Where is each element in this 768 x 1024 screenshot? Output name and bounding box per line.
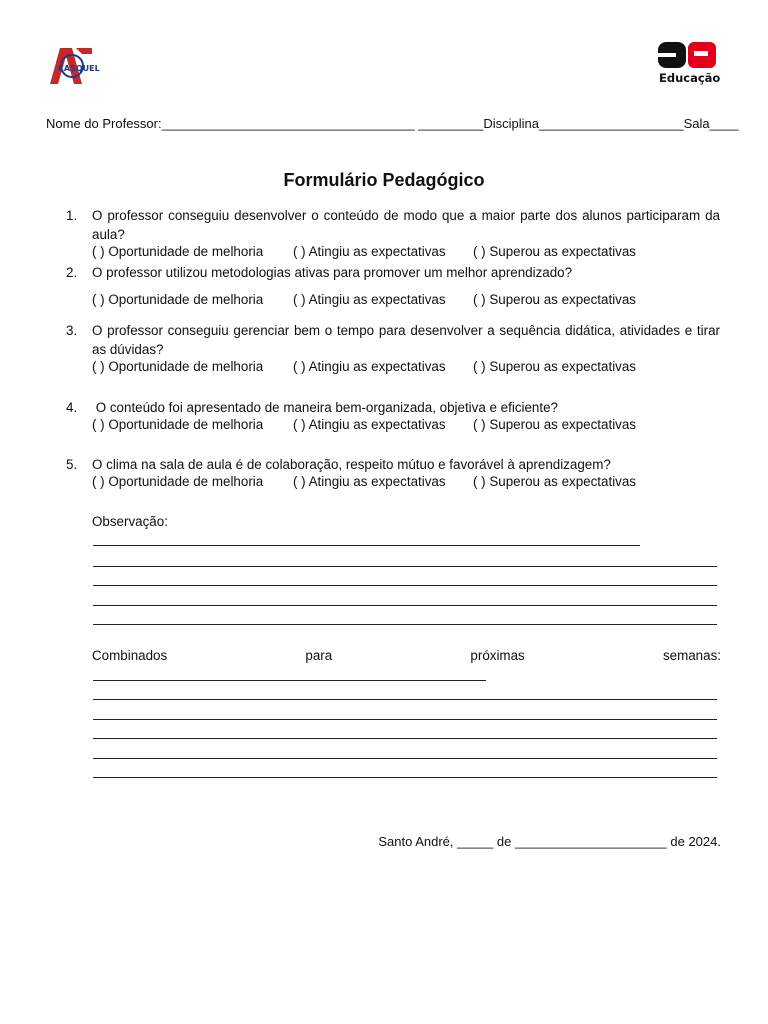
option-superou[interactable]: ( ) Superou as expectativas xyxy=(473,292,637,307)
teacher-discipline-room-line: Nome do Professor:___________________________________ _________Disciplina____________________Sala____ xyxy=(46,116,739,131)
combinados-line[interactable] xyxy=(93,699,717,700)
question-number: 2. xyxy=(66,265,78,280)
question-2-options xyxy=(92,292,636,307)
combinados-line[interactable] xyxy=(93,777,717,778)
option-oportunidade[interactable]: ( ) Oportunidade de melhoria xyxy=(92,417,264,432)
combinados-word: semanas: xyxy=(662,648,721,663)
combinados-word: Combinados xyxy=(92,648,168,663)
option-superou[interactable]: ( ) Superou as expectativas xyxy=(473,417,637,432)
combinados-label xyxy=(92,648,721,663)
question-number: 5. xyxy=(66,457,78,472)
question-3-options xyxy=(92,359,636,374)
sp-educacao-logo-text: Educação xyxy=(659,71,720,85)
casquel-logo xyxy=(46,44,104,86)
question-5 xyxy=(66,455,720,474)
option-superou[interactable]: ( ) Superou as expectativas xyxy=(473,244,637,259)
combinados-line[interactable] xyxy=(93,758,717,759)
question-text: O professor conseguiu gerenciar bem o tempo para desenvolver a sequência didática, atividades e tirar as dúvidas? xyxy=(92,323,720,357)
observacao-line[interactable] xyxy=(93,585,717,586)
observacao-line[interactable] xyxy=(93,566,717,567)
page-title: Formulário Pedagógico xyxy=(283,170,485,190)
question-2 xyxy=(66,263,720,282)
question-number: 4. xyxy=(66,400,78,415)
combinados-word: para xyxy=(305,648,333,663)
combinados-word: próximas xyxy=(470,648,525,663)
observacao-line[interactable] xyxy=(93,624,717,625)
combinados-line[interactable] xyxy=(93,680,486,681)
question-1 xyxy=(66,206,720,244)
option-superou[interactable]: ( ) Superou as expectativas xyxy=(473,359,637,374)
observacao-line[interactable] xyxy=(93,545,640,546)
question-text: O conteúdo foi apresentado de maneira bem-organizada, objetiva e eficiente? xyxy=(92,400,558,415)
casquel-logo-text: CASQUEL xyxy=(58,64,100,73)
question-5-options xyxy=(92,474,636,489)
question-text: O clima na sala de aula é de colaboração, respeito mútuo e favorável à aprendizagem? xyxy=(92,457,611,472)
question-1-options xyxy=(92,244,636,259)
combinados-line[interactable] xyxy=(93,738,717,739)
option-atingiu[interactable]: ( ) Atingiu as expectativas xyxy=(293,417,446,432)
question-4 xyxy=(66,398,720,417)
question-text: O professor utilizou metodologias ativas para promover um melhor aprendizado? xyxy=(92,265,573,280)
option-oportunidade[interactable]: ( ) Oportunidade de melhoria xyxy=(92,474,264,489)
question-4-options xyxy=(92,417,636,432)
option-oportunidade[interactable]: ( ) Oportunidade de melhoria xyxy=(92,359,264,374)
observacao-line[interactable] xyxy=(93,605,717,606)
sp-educacao-logo xyxy=(658,42,720,86)
question-3 xyxy=(66,321,720,359)
option-superou[interactable]: ( ) Superou as expectativas xyxy=(473,474,637,489)
option-oportunidade[interactable]: ( ) Oportunidade de melhoria xyxy=(92,292,264,307)
question-text: O professor conseguiu desenvolver o conteúdo de modo que a maior parte dos alunos participaram da aula? xyxy=(92,208,720,242)
option-atingiu[interactable]: ( ) Atingiu as expectativas xyxy=(293,292,446,307)
option-atingiu[interactable]: ( ) Atingiu as expectativas xyxy=(293,474,446,489)
question-number: 1. xyxy=(66,208,78,223)
place-date-line: Santo André, _____ de _____________________ de 2024. xyxy=(378,834,721,849)
option-oportunidade[interactable]: ( ) Oportunidade de melhoria xyxy=(92,244,264,259)
combinados-line[interactable] xyxy=(93,719,717,720)
option-atingiu[interactable]: ( ) Atingiu as expectativas xyxy=(293,359,446,374)
option-atingiu[interactable]: ( ) Atingiu as expectativas xyxy=(293,244,446,259)
observacao-label: Observação: xyxy=(92,514,168,529)
question-number: 3. xyxy=(66,323,78,338)
